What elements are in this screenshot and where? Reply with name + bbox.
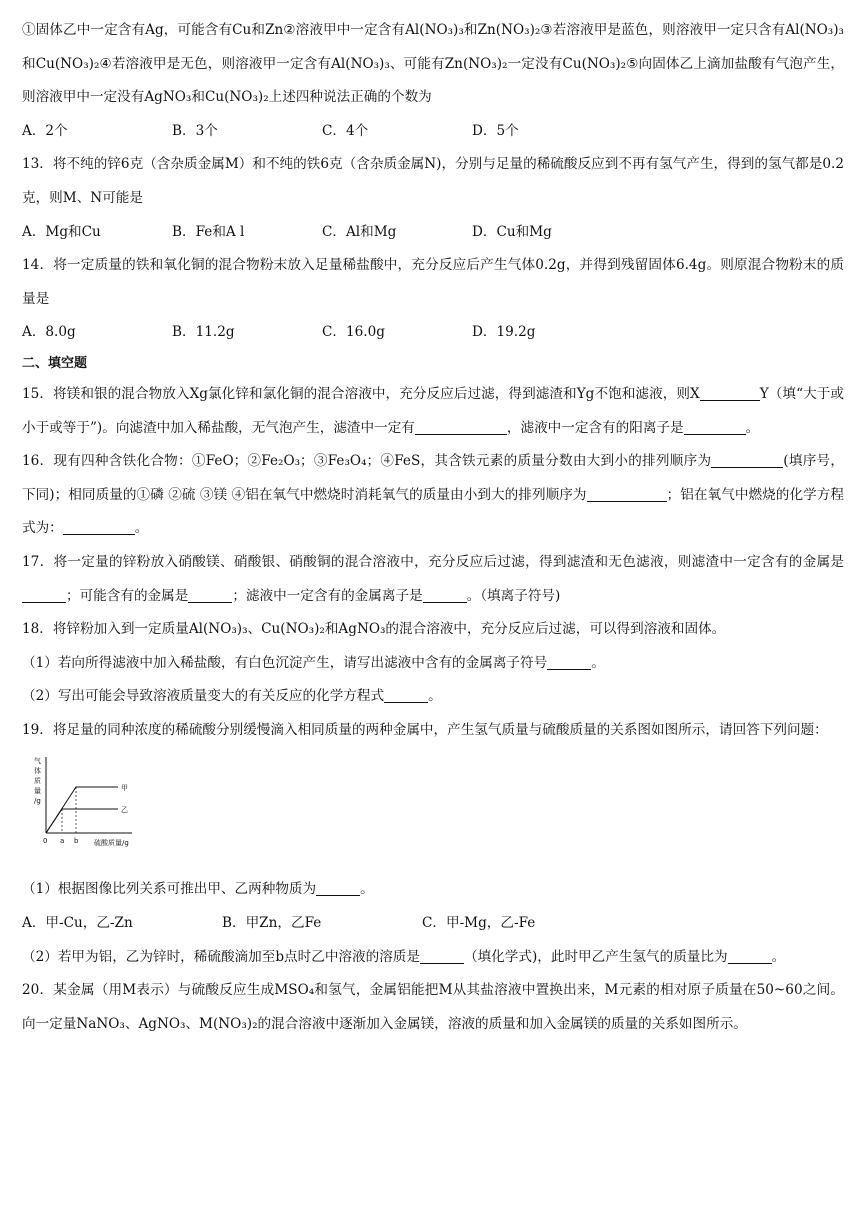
- q15-blank-1[interactable]: [700, 384, 760, 401]
- q19-option-b[interactable]: B．甲Zn，乙Fe: [222, 915, 322, 932]
- q18-body: 18．将锌粉加入到一定质量Al(NO₃)₃、Cu(NO₃)₂和AgNO₃的混合溶液中，充分反应后过滤，可以得到溶液和固体。: [22, 621, 726, 638]
- q13-option-a[interactable]: A．Mg和Cu: [22, 223, 101, 240]
- q14-option-c[interactable]: C．16.0g: [322, 324, 385, 341]
- q16-blank-2[interactable]: [587, 485, 667, 502]
- q19-sub-2-text-b: （填化学式)，此时甲乙产生氢气的质量比为: [463, 948, 728, 965]
- q14-option-d[interactable]: D．19.2g: [472, 324, 536, 341]
- q19-tick-a: a: [60, 837, 65, 846]
- q17-blank-3[interactable]: [423, 586, 467, 603]
- q15-text-1: 15．将镁和银的混合物放入Xg氯化锌和氯化铜的混合溶液中，充分反应后过滤，得到滤渣和Yg不饱和滤液，则X: [22, 385, 700, 402]
- q19-graph: [28, 751, 148, 869]
- q15-blank-2[interactable]: [415, 418, 507, 435]
- q19-option-c[interactable]: C．甲-Mg，乙-Fe: [422, 915, 536, 932]
- q19-ylabel-4: 量: [34, 787, 41, 796]
- q12-options: [22, 115, 844, 149]
- q13-options: [22, 216, 844, 250]
- q19-sub-1-end: 。: [360, 881, 374, 898]
- q13-option-d[interactable]: D．Cu和Mg: [472, 223, 552, 240]
- q19-figure: [28, 751, 148, 869]
- q15-body: [22, 378, 844, 445]
- q18-blank-1[interactable]: [547, 653, 591, 670]
- q19-label-yi: 乙: [121, 806, 128, 815]
- q19-ylabel-5: /g: [34, 797, 41, 806]
- q19-sub-1-text: （1）根据图像比列关系可推出甲、乙两种物质为: [22, 881, 317, 898]
- q17-body: [22, 546, 844, 613]
- q17-text-2: ；可能含有的金属是: [66, 587, 189, 604]
- q18-sub-2-end: 。: [428, 688, 442, 705]
- q15-blank-3[interactable]: [684, 418, 746, 435]
- q16-text-4: 。: [134, 520, 149, 537]
- q19-line-jia: [46, 787, 118, 833]
- q17-blank-2[interactable]: [188, 586, 232, 603]
- q14-options: [22, 316, 844, 350]
- q19-ylabel-2: 体: [34, 767, 41, 776]
- q13-body: 13．将不纯的锌6克（含杂质金属M）和不纯的铁6克（含杂质金属N)，分别与足量的稀硫酸反应到不再有氢气产生，得到的氢气都是0.2克，则M、N可能是: [22, 156, 844, 206]
- q18-sub-2-text: （2）写出可能会导致溶液质量变大的有关反应的化学方程式: [22, 688, 385, 705]
- section-heading: 二、填空题: [22, 355, 88, 371]
- q15-text-3: ，滤液中一定含有的阳离子是: [506, 419, 684, 436]
- q19-options: [22, 907, 844, 941]
- q14-option-a[interactable]: A．8.0g: [22, 324, 76, 341]
- q19-tick-b: b: [74, 837, 79, 846]
- q19-option-a[interactable]: A．甲-Cu，乙-Zn: [22, 915, 133, 932]
- q16-body: [22, 445, 844, 546]
- q12-option-a[interactable]: A．2个: [22, 122, 68, 139]
- q19-body: 19．将足量的同种浓度的稀硫酸分别缓慢滴入相同质量的两种金属中，产生氢气质量与硫酸质量的关系图如图所示，请回答下列问题：: [22, 721, 828, 738]
- q13-option-b[interactable]: B．Fe和A l: [172, 223, 245, 240]
- q19-blank-3[interactable]: [728, 947, 772, 964]
- q16-text-1: 16．现有四种含铁化合物：①FeO；②Fe₂O₃；③Fe₃O₄；④FeS，其含铁元素的质量分数由大到小的排列顺序为: [22, 453, 712, 470]
- q15-text-2: Y（填“大于或小于或等于”)。向滤渣中加入稀盐酸，无气泡产生，滤渣中一定有: [22, 385, 844, 436]
- q19-blank-2[interactable]: [420, 947, 464, 964]
- q12-option-d[interactable]: D．5个: [472, 122, 519, 139]
- q19-ylabel-1: 气: [34, 757, 41, 766]
- q19-ylabel-3: 质: [34, 777, 41, 786]
- q17-text-3: ；滤液中一定含有的金属离子是: [232, 587, 423, 604]
- q19-label-jia: 甲: [121, 784, 128, 793]
- q18-sub-2: [22, 680, 844, 714]
- q18-blank-2[interactable]: [384, 686, 428, 703]
- q17-text-4: 。（填离子符号): [466, 587, 561, 604]
- q19-line-yi: [46, 809, 118, 833]
- q17-text-1: 17．将一定量的锌粉放入硝酸镁、硝酸银、硝酸铜的混合溶液中，充分反应后过滤，得到滤渣和无色滤液，则滤渣中一定含有的金属是: [22, 553, 844, 570]
- q13-option-c[interactable]: C．Al和Mg: [322, 223, 397, 240]
- q19-sub-1: [22, 873, 844, 907]
- q12-option-c[interactable]: C．4个: [322, 122, 369, 139]
- q16-blank-3[interactable]: [63, 518, 135, 535]
- q18-sub-1-text: （1）若向所得滤液中加入稀盐酸，有白色沉淀产生，请写出滤液中含有的金属离子符号: [22, 654, 548, 671]
- q14-body: 14．将一定质量的铁和氧化铜的混合物粉末放入足量稀盐酸中，充分反应后产生气体0.2g，并得到残留固体6.4g。则原混合物粉末的质量是: [22, 257, 844, 307]
- q12-body: ①固体乙中一定含有Ag，可能含有Cu和Zn②溶液甲中一定含有Al(NO₃)₃和Zn(NO₃)₂③若溶液甲是蓝色，则溶液甲一定只含有Al(NO₃)₃和Cu(NO₃)₂④若溶液甲是无色，则溶液甲一定含有Al(NO₃)₃、可能有Zn(NO₃)₂一定没有Cu(NO₃)₂⑤向固体乙上滴加盐酸有气泡产生，则溶液甲中一定没有AgNO₃和Cu(NO₃)₂上述四种说法正确的个数为: [22, 22, 844, 106]
- q19-sub-2-text-a: （2）若甲为铝，乙为锌时，稀硫酸滴加至b点时乙中溶液的溶质是: [22, 948, 420, 965]
- q14-option-b[interactable]: B．11.2g: [172, 324, 235, 341]
- q19-sub-2: [22, 941, 844, 975]
- q18-sub-1: [22, 647, 844, 681]
- q20-body: 20．某金属（用M表示）与硫酸反应生成MSO₄和氢气，金属铝能把M从其盐溶液中置换出来，M元素的相对原子质量在50~60之间。向一定量NaNO₃、AgNO₃、M(NO₃)₂的混合溶液中逐渐加入金属镁，溶液的质量和加入金属镁的质量的关系如图所示。: [22, 982, 844, 1032]
- q19-tick-0: 0: [43, 837, 48, 846]
- document-page: [22, 14, 844, 1041]
- q16-text-2: (填序号，下同)；相同质量的①磷 ②硫 ③镁 ④铝在氧气中燃烧时消耗氧气的质量由小到大的排列顺序为: [22, 453, 844, 503]
- q16-blank-1[interactable]: [711, 451, 783, 468]
- q15-text-4: 。: [745, 419, 760, 436]
- q19-xlabel: 硫酸质量/g: [94, 839, 129, 848]
- q19-sub-2-end: 。: [771, 948, 786, 965]
- q17-blank-1[interactable]: [22, 586, 66, 603]
- q12-option-b[interactable]: B．3个: [172, 122, 218, 139]
- q19-blank-1[interactable]: [316, 879, 360, 896]
- q18-sub-1-end: 。: [591, 654, 605, 671]
- q16-text-3: ；铝在氧气中燃烧的化学方程式为：: [22, 486, 845, 537]
